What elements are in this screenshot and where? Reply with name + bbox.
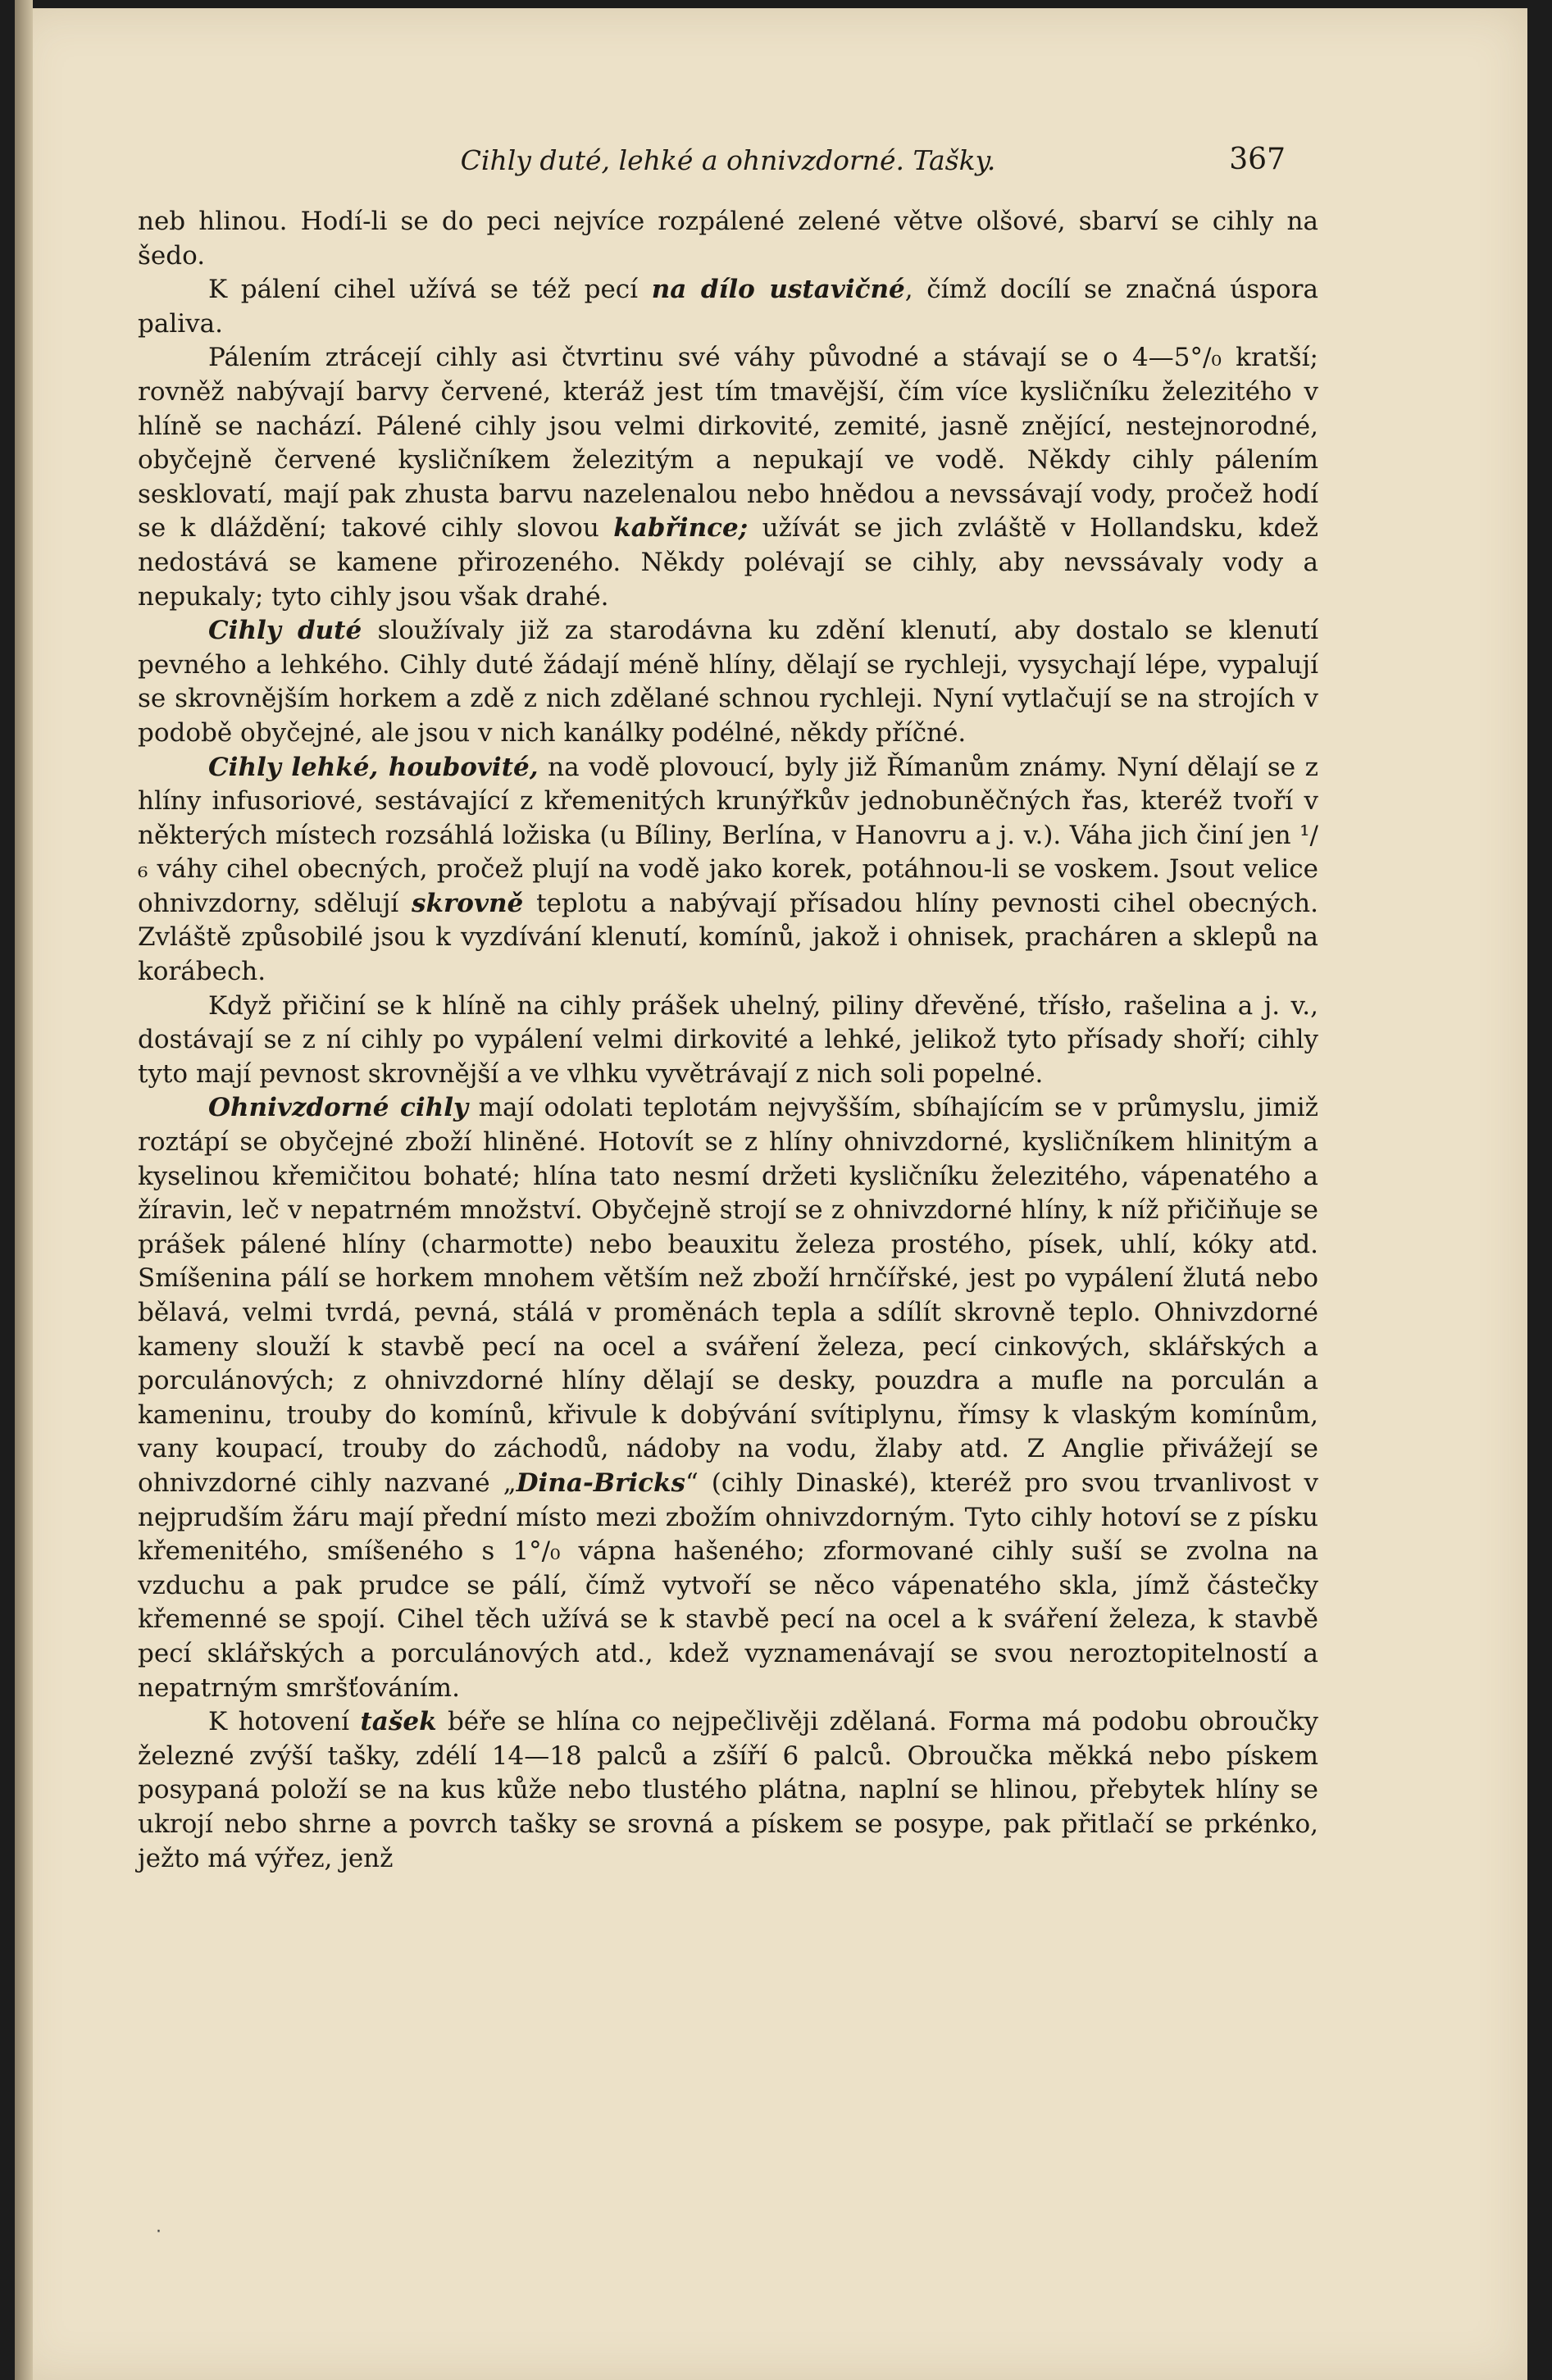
page-header: [138, 139, 1318, 189]
text-run: na vodě plovoucí, byly již Římanům známy. Nyní dělají se z hlíny infusoriové, sestávající z křemenitých krunýřkův jednobuněčných řas, kteréž tvoří v některých místech rozsáhlá ložiska (u Bíliny, Berlína, v Hanovru a j. v.). Váha jich činí jen ¹/₆ váhy cihel obecných, pročež plují na vodě jako korek, potáhnou-li se voskem. Jsout velice ohnivzdorny, sdělují: [138, 752, 1318, 918]
stray-mark: [156, 2222, 164, 2232]
paragraph-p3: [138, 341, 1318, 614]
emphasized-term: kabřince;: [613, 513, 749, 544]
text-run: Pálením ztrácejí cihly asi čtvrtinu své váhy původné a stávají se o 4—5°/₀ kratší; rovněž nabývají barvy červené, kteráž jest tím tmavější, čím více kysličníku železitého v hlíně se nachází. Pálené cihly jsou velmi dirkovité, zemité, jasně znějící, nestejnorodné, obyčejně červené kysličníkem železitým a nepukají ve vodě. Někdy cihly pálením sesklovatí, mají pak zhusta barvu nazelenalou nebo hnědou a nevssávají vody, pročež hodí se k dláždění; takové cihly slovou: [138, 343, 1318, 544]
binding-edge: [15, 0, 33, 2380]
paragraph-p5: [138, 751, 1318, 990]
paragraph-p7: [138, 1091, 1318, 1705]
page-number: 367: [1229, 143, 1286, 176]
body-text: [138, 205, 1318, 1876]
text-run: béře se hlína co nejpečlivěji zdělaná. Forma má podobu obroučky železné zvýší tašky, zdélí 14—18 palců a zšíří 6 palců. Obroučka měkká nebo pískem posypaná položí se na kus kůže nebo tlustého plátna, naplní se hlinou, přebytek hlíny se ukrojí nebo shrne a povrch tašky se srovná a pískem se posype, pak přitlačí se prkénko, ježto má výřez, jenž: [138, 1707, 1318, 1873]
running-head: Cihly duté, lehké a ohnivzdorné. Tašky.: [460, 144, 996, 176]
book-page: [138, 139, 1318, 1876]
text-run: neb hlinou. Hodí-li se do peci nejvíce rozpálené zelené větve olšové, sbarví se cihly na šedo.: [138, 207, 1318, 271]
paragraph-p4: [138, 614, 1318, 750]
emphasized-term: Dina-Bricks: [516, 1468, 685, 1498]
emphasized-term: tašek: [360, 1707, 437, 1737]
paragraph-p8: [138, 1705, 1318, 1876]
text-run: Když přičiní se k hlíně na cihly prášek uhelný, piliny dřevěné, třísło, rašelina a j. v., dostávají se z ní cihly po vypálení velmi dirkovité a lehké, jelikož tyto přísady shoří; cihly tyto mají pevnost skrovnější a ve vlhku vyvětrávají z nich soli popelné.: [138, 990, 1318, 1089]
paragraph-p6: [138, 990, 1318, 1092]
paragraph-p2: [138, 273, 1318, 341]
emphasized-term: na dílo ustavičné: [651, 275, 905, 305]
text-run: mají odolati teplotám nejvyšším, sbíhajícím se v průmyslu, jimiž roztápí se obyčejné zboží hliněné. Hotovít se z hlíny ohnivzdorné, kysličníkem hlinitým a kyselinou křemičitou bohaté; hlína tato nesmí držeti kysličníku železitého, vápenatého a žíravin, leč v nepatrném množství. Obyčejně strojí se z ohnivzdorné hlíny, k níž přičiňuje se prášek pálené hlíny (charmotte) nebo beauxitu železa prostého, písek, uhlí, kóky atd. Smíšenina pálí se horkem mnohem větším než zboží hrnčířské, jest po vypálení žlutá nebo bělavá, velmi tvrdá, pevná, stálá v proměnách tepla a sdílít skrovně teplo. Ohnivzdorné kameny slouží k stavbě pecí na ocel a sváření železa, pecí cinkových, sklářských a porculánových; z ohnivzdorné hlíny dělají se desky, pouzdra a mufle na porculán a kameninu, trouby do komínů, křivule k dobývání svítiplynu, římsy k vlaským komínům, vany koupací, trouby do záchodů, nádoby na vodu, žlaby atd. Z Anglie přivážejí se ohnivzdorné cihly nazvané „: [138, 1093, 1318, 1498]
text-run: užívát se jich zvláště v Hollandsku, kdež nedostává se kamene přirozeného. Někdy polévají se cihly, aby nevssávaly vody a nepukaly; tyto cihly jsou však drahé.: [138, 513, 1319, 612]
emphasized-term: Cihly duté: [208, 616, 362, 646]
emphasized-term: Cihly lehké, houbovité,: [208, 752, 539, 782]
text-run: K hotovení: [208, 1707, 361, 1737]
text-run: sloužívaly již za starodávna ku zdění klenutí, aby dostalo se klenutí pevného a lehkého. Cihly duté žádají méně hlíny, dělají se rychleji, vysychají lépe, vypalují se skrovnějším horkem a zdě z nich zdělané schnou rychleji. Nyní vytlačují se na strojích v podobě obyčejné, ale jsou v nich kanálky podélné, někdy příčné.: [138, 616, 1318, 748]
text-run: teplotu a nabývají přísadou hlíny pevnosti cihel obecných. Zvláště způsobilé jsou k vyzdívání klenutí, komínů, jakož i ohnisek, pracháren a sklepů na korábech.: [138, 888, 1318, 987]
emphasized-term: skrovně: [412, 888, 524, 918]
text-run: K pálení cihel užívá se též pecí: [208, 275, 652, 305]
text-run: “ (cihly Dinaské), kteréž pro svou trvanlivost v nejprudším žáru mají přední místo mezi zbožím ohnivzdorným. Tyto cihly hotoví se z písku křemenitého, smíšeného s 1°/₀ vápna hašeného; zformované cihly suší se zvolna na vzduchu a pak prudce se pálí, čímž vytvoří se něco vápenatého skla, jímž částečky křemenné se spojí. Cihel těch užívá se k stavbě pecí na ocel a k sváření železa, k stavbě pecí sklářských a porculánových atd., kdež vyznamenávají se svou neroztopitelností a nepatrným smršťováním.: [138, 1468, 1318, 1703]
text-run: , čímž docílí se značná úspora paliva.: [138, 275, 1318, 339]
paragraph-p1: [138, 205, 1318, 273]
emphasized-term: Ohnivzdorné cihly: [208, 1093, 468, 1123]
